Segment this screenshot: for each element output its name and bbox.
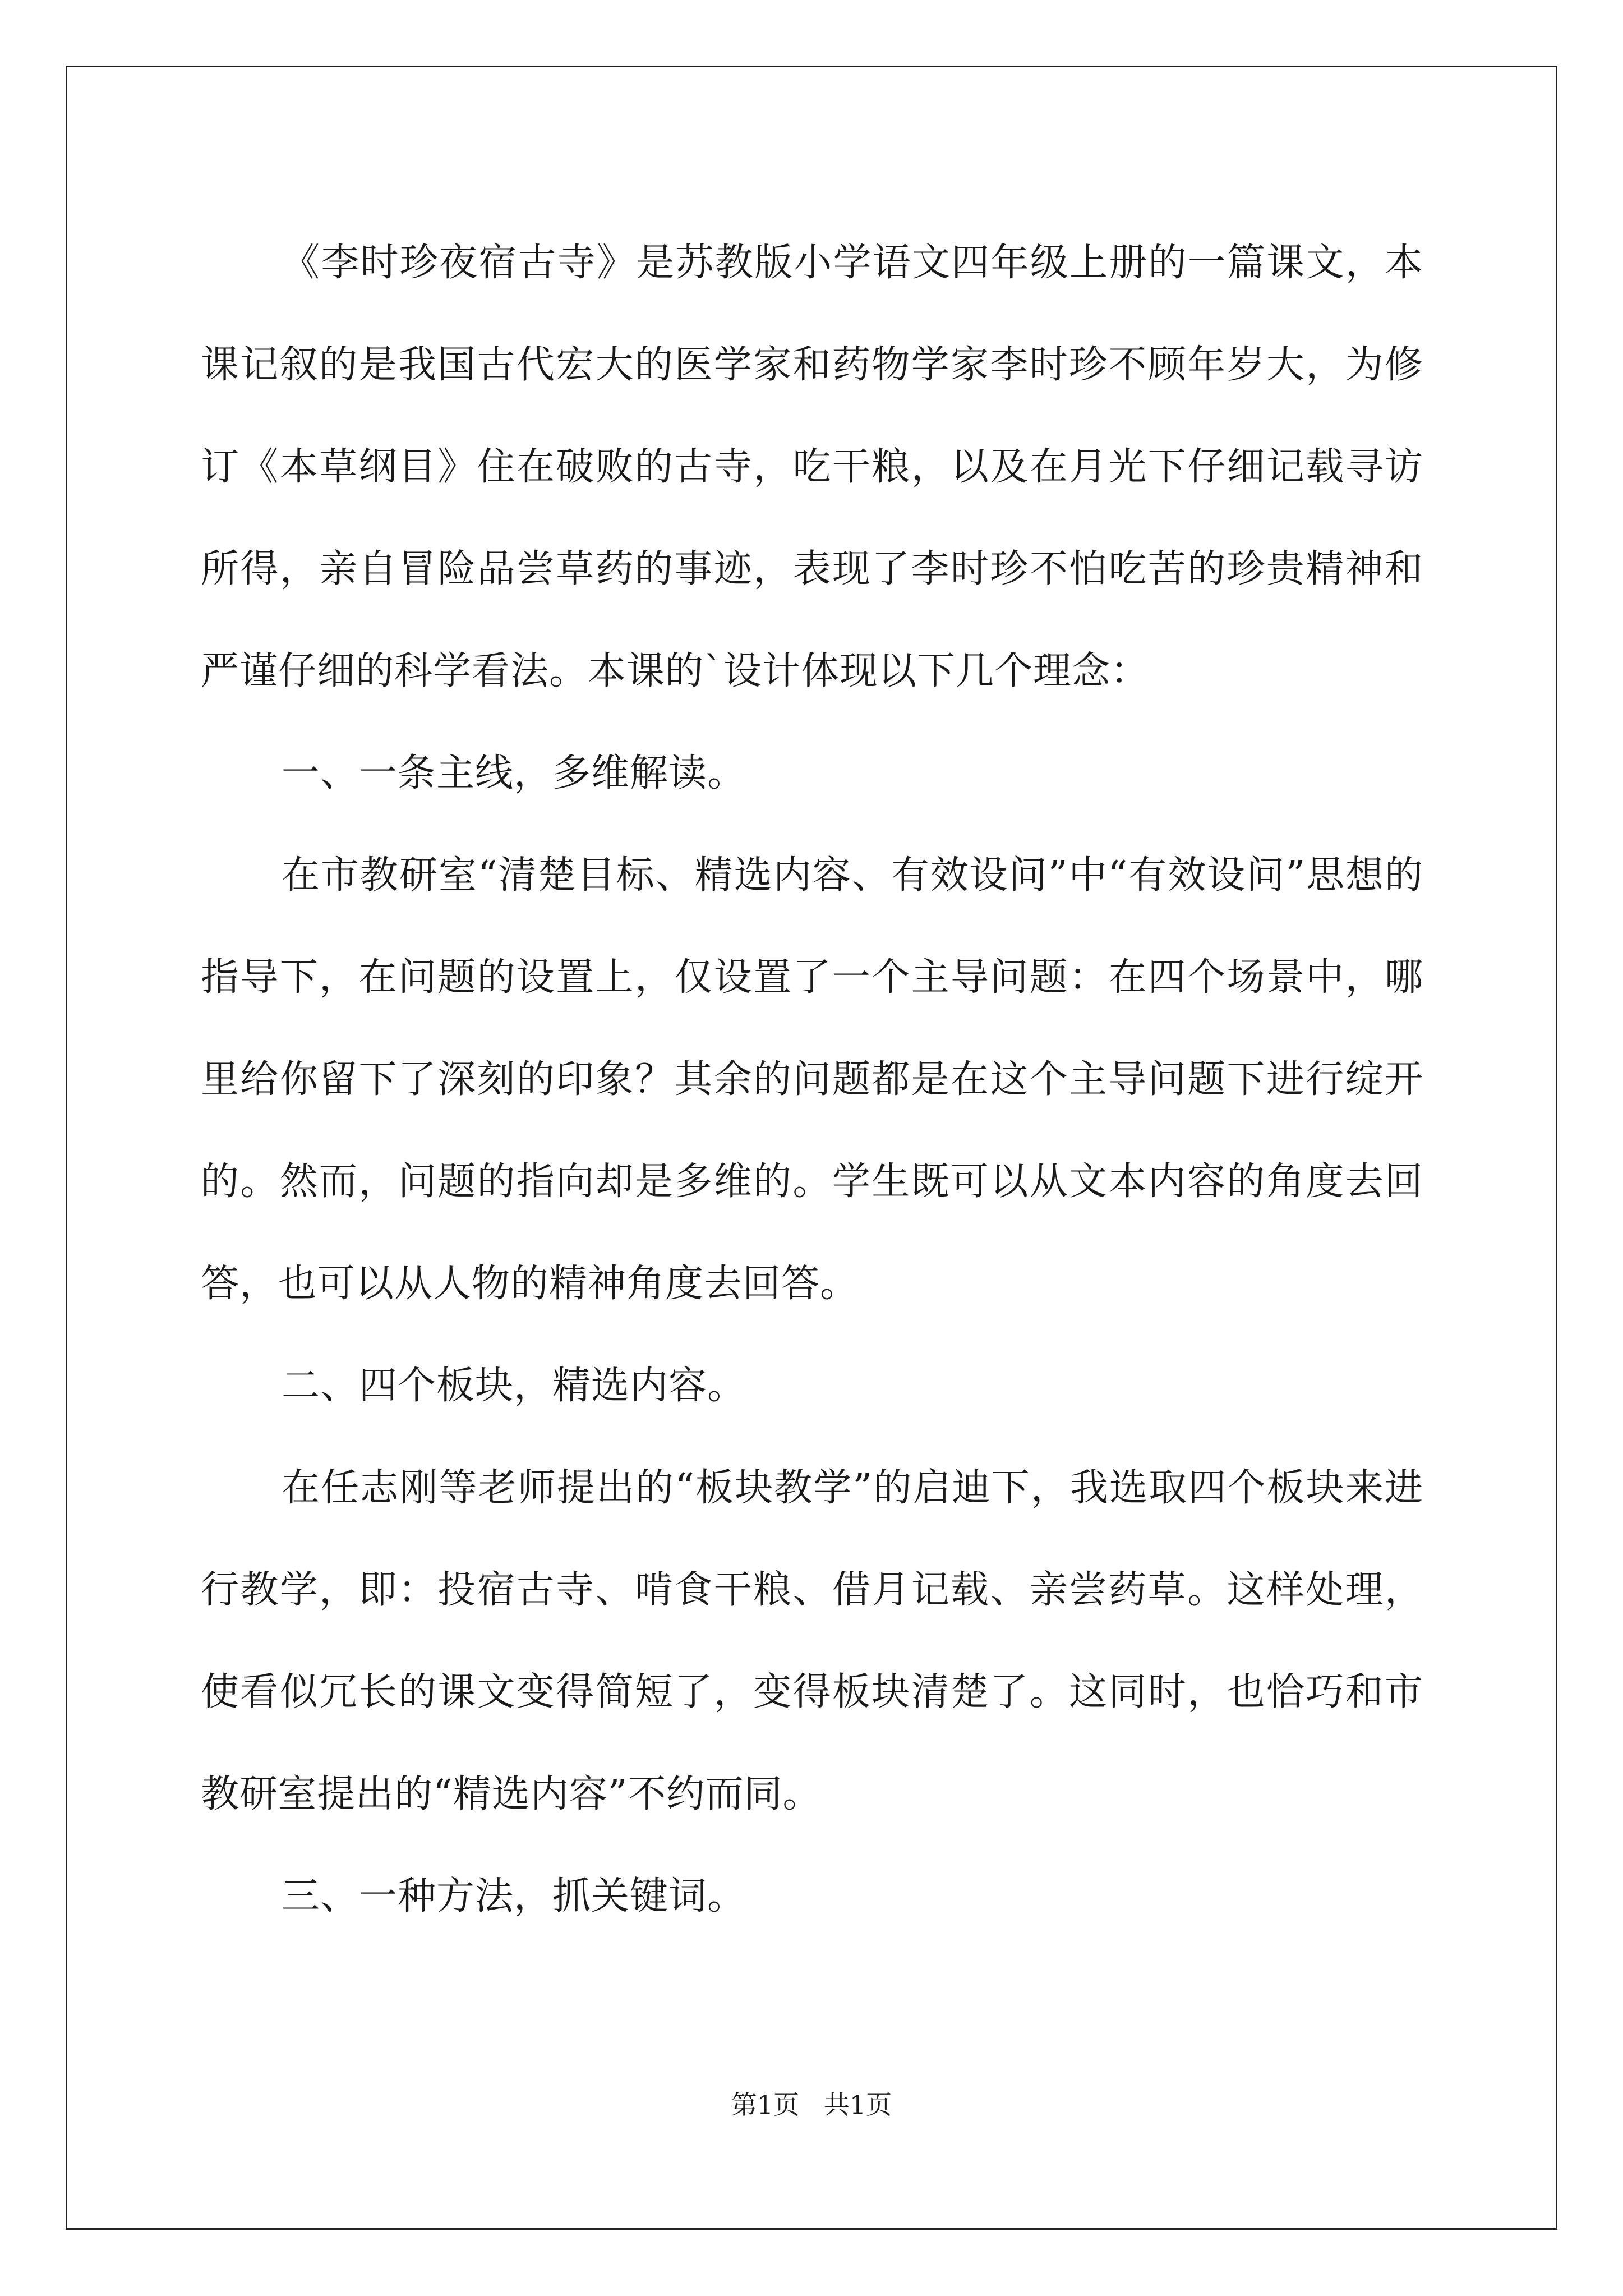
paragraph-section-2: 在任志刚等老师提出的“板块教学”的启迪下，我选取四个板块来进行教学，即：投宿古寺、啃食干粮、借月记载、亲尝药草。这样处理，使看似冗长的课文变得简短了，变得板块清楚了。这同时，也恰巧和市教研室提出的“精选内容”不约而同。 [201,1466,1423,1816]
heading-section-1: 一、一条主线，多维解读。 [282,751,746,795]
heading-section-3: 三、一种方法，抓关键词。 [282,1874,746,1918]
page-footer: 第1页 共1页 [731,2090,892,2120]
heading-section-2: 二、四个板块，精选内容。 [282,1364,746,1408]
document-body [201,212,1423,1948]
paragraph-intro: 《李时珍夜宿古寺》是苏教版小学语文四年级上册的一篇课文，本课记叙的是我国古代宏大的医学家和药物学家李时珍不顾年岁大，为修订《本草纲目》住在破败的古寺，吃干粮，以及在月光下仔细记载寻访所得，亲自冒险品尝草药的事迹，表现了李时珍不怕吃苦的珍贵精神和严谨仔细的科学看法。本课的`设计体现以下几个理念： [201,241,1423,693]
paragraph-section-1: 在市教研室“清楚目标、精选内容、有效设问”中“有效设问”思想的指导下，在问题的设置上，仅设置了一个主导问题：在四个场景中，哪里给你留下了深刻的印象？其余的问题都是在这个主导问题下进行绽开的。然而，问题的指向却是多维的。学生既可以从文本内容的角度去回答，也可以从人物的精神角度去回答。 [201,853,1423,1306]
